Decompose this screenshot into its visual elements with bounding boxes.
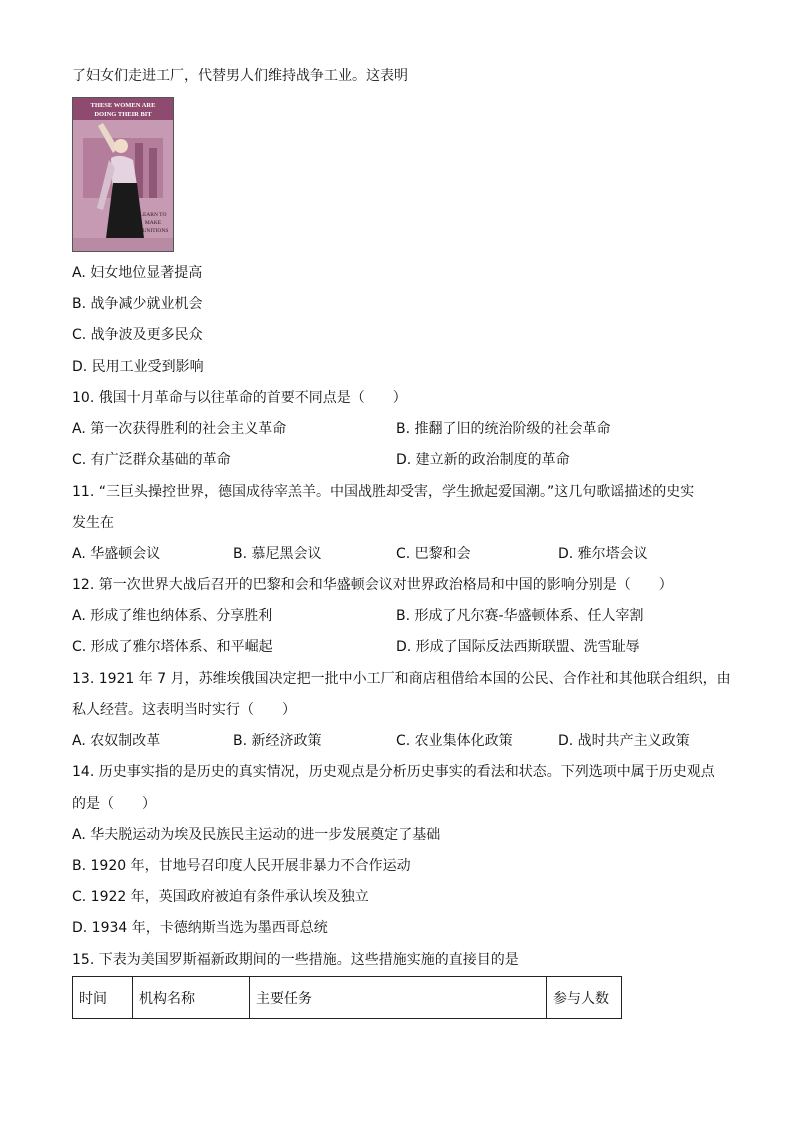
munitions-poster-image	[72, 97, 174, 252]
q11-stem-line-2: 发生在	[72, 515, 114, 531]
q13-option-c: C. 农业集体化政策	[396, 733, 513, 749]
q10-option-d: D. 建立新的政治制度的革命	[396, 452, 570, 468]
q11-option-b: B. 慕尼黑会议	[233, 546, 322, 562]
q13-option-a: A. 农奴制改革	[72, 733, 161, 749]
table-header-time: 时间	[73, 977, 133, 1019]
q10-option-c: C. 有广泛群众基础的革命	[72, 452, 231, 468]
q10-stem: 10. 俄国十月革命与以往革命的首要不同点是（ ）	[72, 390, 407, 406]
q14-option-a: A. 华夫脱运动为埃及民族民主运动的进一步发展奠定了基础	[72, 827, 441, 843]
q15-measures-table	[72, 976, 622, 1019]
q11-option-a: A. 华盛顿会议	[72, 546, 161, 562]
poster-top-line-2: DOING THEIR BIT	[94, 111, 152, 118]
q11-option-d: D. 雅尔塔会议	[558, 546, 648, 562]
poster-bottom-line-3: MUNITIONS	[137, 228, 169, 234]
q11-option-c: C. 巴黎和会	[396, 546, 471, 562]
q9-stem-end: 了妇女们走进工厂，代替男人们维持战争工业。这表明	[72, 68, 408, 84]
q12-option-a: A. 形成了维也纳体系、分享胜利	[72, 608, 273, 624]
q9-option-a: A. 妇女地位显著提高	[72, 265, 203, 281]
q12-option-b: B. 形成了凡尔赛-华盛顿体系、任人宰割	[396, 608, 644, 624]
q10-option-a: A. 第一次获得胜利的社会主义革命	[72, 421, 287, 437]
q15-stem: 15. 下表为美国罗斯福新政期间的一些措施。这些措施实施的直接目的是	[72, 952, 519, 968]
q13-stem-line-2: 私人经营。这表明当时实行（ ）	[72, 702, 296, 718]
table-header-row	[73, 977, 622, 1019]
q13-option-b: B. 新经济政策	[233, 733, 322, 749]
q9-option-b: B. 战争减少就业机会	[72, 296, 203, 312]
table-header-agency: 机构名称	[133, 977, 250, 1019]
q13-stem-line-1: 13. 1921 年 7 月，苏维埃俄国决定把一批中小工厂和商店租借给本国的公民、合作社和其他联合组织，由	[72, 671, 731, 687]
q14-option-b: B. 1920 年，甘地号召印度人民开展非暴力不合作运动	[72, 858, 411, 874]
q9-option-d: D. 民用工业受到影响	[72, 359, 204, 375]
q14-stem-line-2: 的是（ ）	[72, 796, 156, 812]
q10-option-b: B. 推翻了旧的统治阶级的社会革命	[396, 421, 611, 437]
poster-top-line-1: THESE WOMEN ARE	[90, 102, 156, 109]
q11-stem-line-1: 11. “三巨头操控世界，德国成待宰羔羊。中国战胜却受害，学生掀起爱国潮。”这几句歌谣描述的史实	[72, 484, 695, 500]
q12-option-c: C. 形成了雅尔塔体系、和平崛起	[72, 639, 273, 655]
q12-option-d: D. 形成了国际反法西斯联盟、洗雪耻辱	[396, 639, 640, 655]
q12-stem: 12. 第一次世界大战后召开的巴黎和会和华盛顿会议对世界政治格局和中国的影响分别是（ ）	[72, 577, 673, 593]
table-header-task: 主要任务	[250, 977, 547, 1019]
q13-option-d: D. 战时共产主义政策	[558, 733, 690, 749]
q9-option-c: C. 战争波及更多民众	[72, 327, 203, 343]
table-header-participants: 参与人数	[547, 977, 622, 1019]
q14-option-d: D. 1934 年，卡德纳斯当选为墨西哥总统	[72, 920, 328, 936]
q14-option-c: C. 1922 年，英国政府被迫有条件承认埃及独立	[72, 889, 369, 905]
poster-bottom-line-2: MAKE	[144, 220, 162, 226]
q14-stem-line-1: 14. 历史事实指的是历史的真实情况，历史观点是分析历史事实的看法和状态。下列选项中属于历史观点	[72, 764, 715, 780]
poster-bottom-line-1: LEARN TO	[139, 212, 167, 218]
